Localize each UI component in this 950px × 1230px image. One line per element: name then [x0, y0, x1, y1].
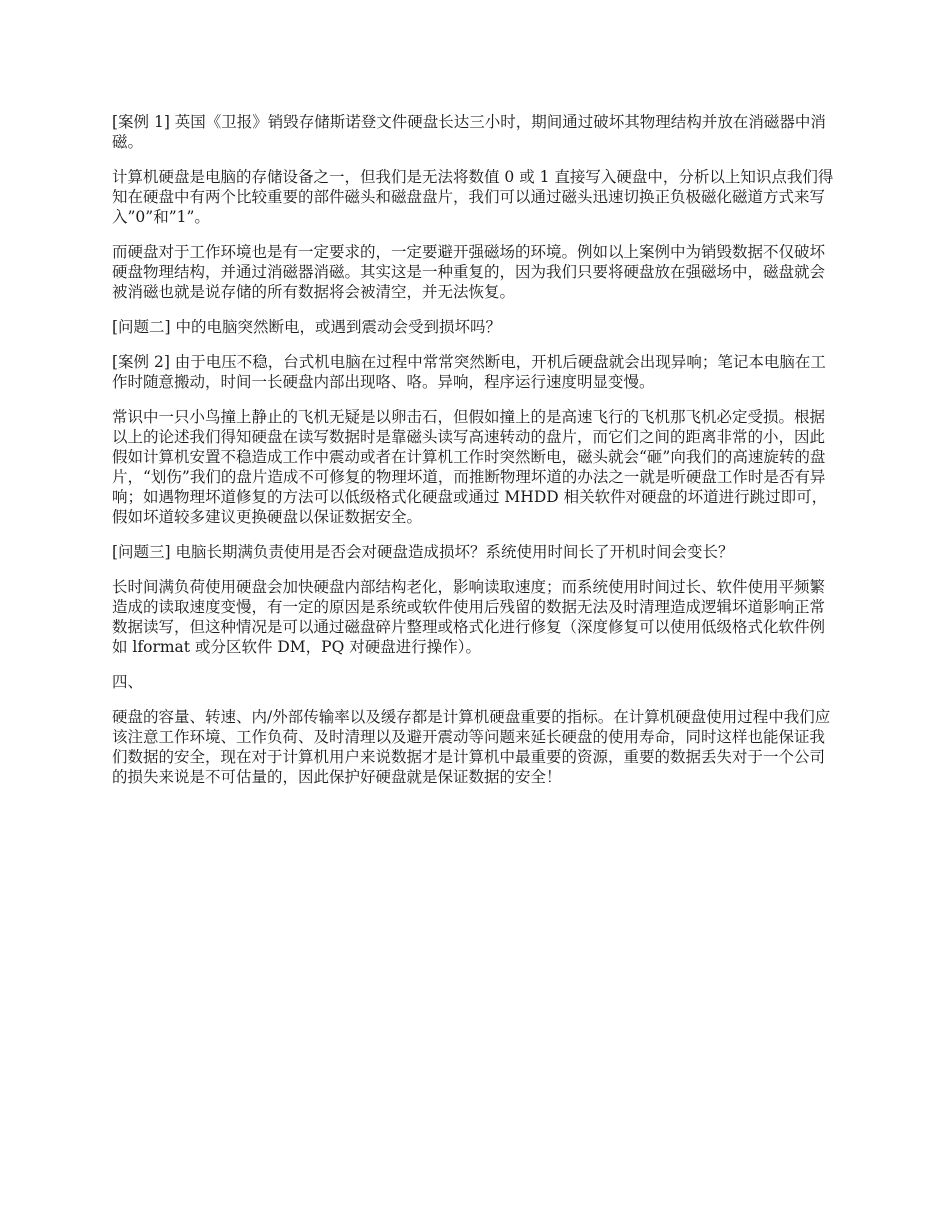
- paragraph-case-2: [案例 2] 由于电压不稳，台式机电脑在过程中常常突然断电，开机后硬盘就会出现异响；笔记本电脑在工作时随意搬动，时间一长硬盘内部出现咯、咯。异响，程序运行速度明显变慢。: [112, 353, 826, 391]
- document-page: [112, 112, 840, 802]
- paragraph-hard-disk-storage: 计算机硬盘是电脑的存储设备之一，但我们是无法将数值 0 或 1 直接写入硬盘中，分析以上知识点我们得知在硬盘中有两个比较重要的部件磁头和磁盘盘片，我们可以通过磁头迅速切换正负极磁化磁道方式来写入”0”和”1”。: [112, 168, 834, 226]
- paragraph-question-2: [问题二] 中的电脑突然断电，或遇到震动会受到损坏吗？: [112, 318, 502, 336]
- paragraph-case-1: [案例 1] 英国《卫报》销毁存储斯诺登文件硬盘长达三小时，期间通过破坏其物理结构并放在消磁器中消磁。: [112, 113, 826, 151]
- paragraph-physical-bad-sectors: 常识中一只小鸟撞上静止的飞机无疑是以卵击石，但假如撞上的是高速飞行的飞机那飞机必定受损。根据以上的论述我们得知硬盘在读写数据时是靠磁头读写高速转动的盘片，而它们之间的距离非常的小，因此假如计算机安置不稳造成工作中震动或者在计算机工作时突然断电，磁头就会“砸”向我们的高速旋转的盘片，“划伤”我们的盘片造成不可修复的物理坏道，而推断物理坏道的办法之一就是听硬盘工作时是否有异响；如遇物理坏道修复的方法可以低级格式化硬盘或通过 MHDD 相关软件对硬盘的坏道进行跳过即可，假如坏道较多建议更换硬盘以保证数据安全。: [112, 408, 828, 526]
- section-heading-four: 四、: [112, 673, 144, 691]
- paragraph-full-load-usage: 长时间满负荷使用硬盘会加快硬盘内部结构老化，影响读取速度；而系统使用时间过长、软件使用平频繁造成的读取速度变慢，有一定的原因是系统或软件使用后残留的数据无法及时清理造成逻辑坏道影响正常数据读写，但这种情况是可以通过磁盘碎片整理或格式化进行修复（深度修复可以使用低级格式化软件例如 lformat 或分区软件 DM，PQ 对硬盘进行操作）。: [112, 578, 826, 656]
- paragraph-conclusion: 硬盘的容量、转速、内/外部传输率以及缓存都是计算机硬盘重要的指标。在计算机硬盘使用过程中我们应该注意工作环境、工作负荷、及时清理以及避开震动等问题来延长硬盘的使用寿命，同时这样也能保证我们数据的安全，现在对于计算机用户来说数据才是计算机中最重要的资源，重要的数据丢失对于一个公司的损失来说是不可估量的，因此保护好硬盘就是保证数据的安全！: [112, 708, 831, 786]
- paragraph-magnetic-field: 而硬盘对于工作环境也是有一定要求的，一定要避开强磁场的环境。例如以上案例中为销毁数据不仅破坏硬盘物理结构，并通过消磁器消磁。其实这是一种重复的，因为我们只要将硬盘放在强磁场中，磁盘就会被消磁也就是说存储的所有数据将会被清空，并无法恢复。: [112, 243, 826, 301]
- paragraph-question-3: [问题三] 电脑长期满负责使用是否会对硬盘造成损坏？系统使用时间长了开机时间会变长？: [112, 543, 734, 561]
